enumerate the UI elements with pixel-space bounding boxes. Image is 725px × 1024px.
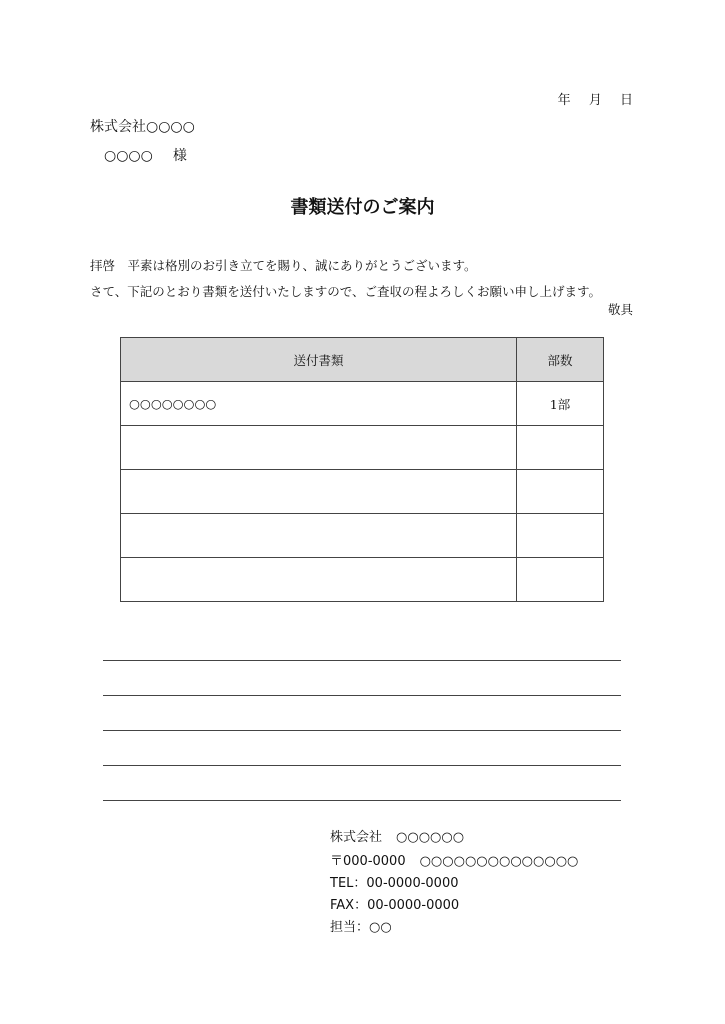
sender-fax: FAX：00-0000-0000	[330, 898, 460, 913]
sender-postal: 〒000-0000	[330, 854, 406, 869]
table-row	[121, 382, 604, 426]
memo-line	[103, 695, 621, 696]
row-document	[121, 558, 517, 602]
memo-line	[103, 660, 621, 661]
sender-address	[330, 850, 578, 869]
table-row	[121, 470, 604, 514]
table-row	[121, 426, 604, 470]
table-row	[121, 558, 604, 602]
recipient-honorific: 様	[172, 148, 187, 164]
document-title: 書類送付のご案内	[290, 197, 435, 218]
closing-word: 敬具	[607, 302, 633, 317]
memo-line	[103, 800, 621, 801]
sender-address-text: ○○○○○○○○○○○○○○	[419, 854, 579, 869]
row-document: ○○○○○○○○	[121, 382, 517, 426]
recipient-name: ○○○○	[104, 148, 153, 164]
day-label: 日	[619, 93, 633, 108]
memo-line	[103, 765, 621, 766]
recipient-company: 株式会社○○○○	[90, 119, 195, 135]
row-count: 1部	[517, 382, 604, 426]
row-document	[121, 470, 517, 514]
row-document	[121, 426, 517, 470]
month-label: 月	[588, 93, 602, 108]
sender-company	[330, 826, 464, 845]
sender-contact: 担当：○○	[330, 920, 392, 935]
row-count	[517, 426, 604, 470]
recipient-person	[104, 145, 187, 165]
table-header-row	[121, 338, 604, 382]
date-line	[544, 89, 633, 108]
row-count	[517, 514, 604, 558]
sender-company-label: 株式会社	[330, 830, 383, 845]
document-table	[120, 337, 604, 602]
sender-tel: TEL：00-0000-0000	[330, 876, 459, 891]
row-document	[121, 514, 517, 558]
header-document: 送付書類	[121, 338, 517, 382]
year-label: 年	[557, 93, 571, 108]
row-count	[517, 470, 604, 514]
header-count: 部数	[517, 338, 604, 382]
table-row	[121, 514, 604, 558]
row-count	[517, 558, 604, 602]
sender-company-name: ○○○○○○	[396, 830, 465, 845]
greeting-line: 拝啓 平素は格別のお引き立てを賜り、誠にありがとうございます。	[90, 258, 477, 273]
request-line: さて、下記のとおり書類を送付いたしますので、ご査収の程よろしくお願い申し上げます。	[90, 284, 602, 299]
memo-line	[103, 730, 621, 731]
